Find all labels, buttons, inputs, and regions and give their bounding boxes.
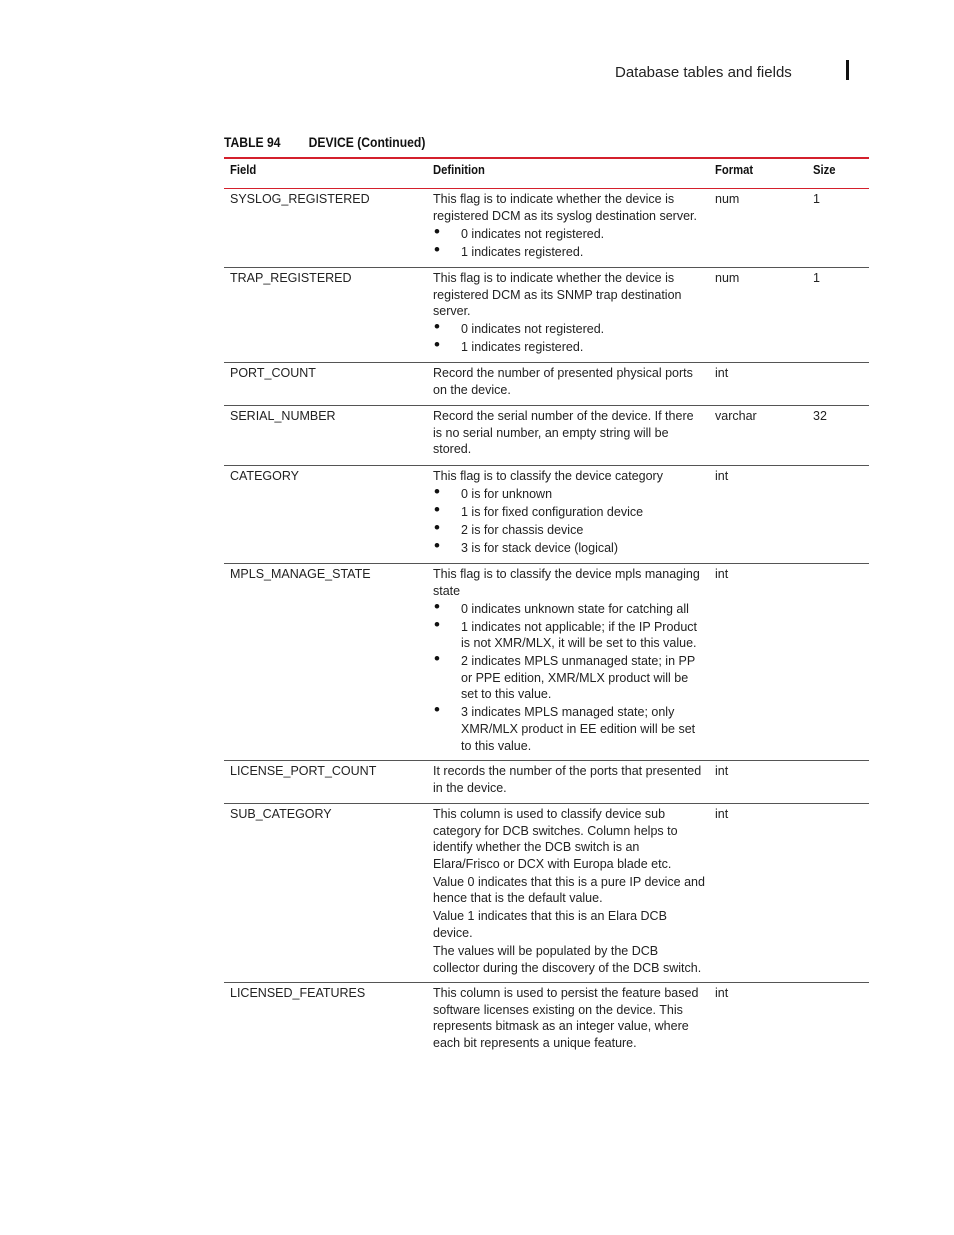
table-row (224, 804, 869, 983)
definition-text: This column is used to persist the feature based software licenses existing on the device. This represents bitmask as an integer value, where each bit represents a unique feature. (433, 986, 699, 1050)
column-header-field: Field (230, 163, 257, 177)
definition-text: Record the number of presented physical ports on the device. (433, 366, 693, 397)
format-cell: num (715, 192, 740, 206)
table-caption (224, 135, 425, 150)
format-cell: int (715, 366, 729, 380)
definition-cell (433, 191, 705, 262)
field-cell: LICENSED_FEATURES (230, 986, 366, 1000)
bullet-list (433, 601, 705, 755)
device-table (224, 157, 869, 1063)
table-row (224, 761, 869, 804)
definition-cell (433, 408, 705, 459)
bullet-item: • 0 indicates not registered. (433, 226, 705, 243)
running-header: Database tables and fields (615, 64, 792, 81)
definition-text: This flag is to indicate whether the device is registered DCM as its SNMP trap destination server. (433, 271, 682, 319)
bullet-item: • 1 indicates not applicable; if the IP Product is not XMR/MLX, it will be set to this value. (433, 619, 705, 652)
bullet-item: • 3 indicates MPLS managed state; only XMR/MLX product in EE edition will be set to this value. (433, 704, 705, 754)
definition-text: Value 0 indicates that this is a pure IP device and hence that is the default value. (433, 874, 705, 906)
format-cell: varchar (715, 409, 757, 423)
size-cell: 1 (813, 271, 820, 285)
definition-text: This flag is to classify the device category (433, 469, 663, 483)
table-title: DEVICE (Continued) (308, 135, 426, 150)
size-cell: 1 (813, 192, 820, 206)
table-header-row (224, 159, 869, 189)
field-cell: LICENSE_PORT_COUNT (230, 764, 377, 778)
table-body (224, 189, 869, 1063)
bullet-item: • 2 indicates MPLS unmanaged state; in PP or PPE edition, XMR/MLX product will be set to this value. (433, 653, 705, 703)
column-header-definition: Definition (433, 163, 485, 177)
definition-cell (433, 806, 705, 978)
table-row (224, 466, 869, 564)
definition-text: Record the serial number of the device. If there is no serial number, an empty string will be stored. (433, 409, 694, 457)
field-cell: TRAP_REGISTERED (230, 271, 352, 285)
format-cell: num (715, 271, 740, 285)
definition-cell (433, 985, 705, 1053)
column-header-format: Format (715, 163, 754, 177)
definition-cell (433, 763, 705, 798)
header-marker-bar (846, 60, 849, 80)
table-row (224, 363, 869, 406)
definition-cell (433, 566, 705, 755)
column-header-size: Size (813, 163, 836, 177)
bullet-item: • 2 is for chassis device (433, 522, 705, 539)
field-cell: PORT_COUNT (230, 366, 316, 380)
table-row (224, 189, 869, 268)
format-cell: int (715, 764, 729, 778)
definition-cell (433, 270, 705, 357)
field-cell: SERIAL_NUMBER (230, 409, 336, 423)
table-number: TABLE 94 (224, 135, 281, 150)
bullet-item: • 1 is for fixed configuration device (433, 504, 705, 521)
field-cell: CATEGORY (230, 469, 299, 483)
bullet-item: • 0 is for unknown (433, 486, 705, 503)
table-row (224, 268, 869, 363)
field-cell: SYSLOG_REGISTERED (230, 192, 370, 206)
bullet-item: • 1 indicates registered. (433, 244, 705, 261)
bullet-item: • 1 indicates registered. (433, 339, 705, 356)
definition-text: Value 1 indicates that this is an Elara DCB device. (433, 909, 667, 940)
table-row (224, 406, 869, 466)
field-cell: SUB_CATEGORY (230, 807, 332, 821)
definition-text: It records the number of the ports that presented in the device. (433, 764, 702, 795)
field-cell: MPLS_MANAGE_STATE (230, 567, 371, 581)
format-cell: int (715, 567, 729, 581)
definition-text: This flag is to classify the device mpls managing state (433, 567, 700, 598)
format-cell: int (715, 469, 729, 483)
bullet-list (433, 226, 705, 261)
bullet-list (433, 486, 705, 557)
format-cell: int (715, 986, 729, 1000)
bullet-list (433, 321, 705, 356)
format-cell: int (715, 807, 729, 821)
definition-cell (433, 468, 705, 558)
table-row (224, 564, 869, 761)
size-cell: 32 (813, 409, 827, 423)
definition-text: This flag is to indicate whether the device is registered DCM as its syslog destination server. (433, 192, 697, 223)
definition-text: This column is used to classify device sub category for DCB switches. Column helps to identify whether the DCB switch is an Elara/Frisco or DCX with Europa blade etc. (433, 807, 678, 871)
bullet-item: • 0 indicates not registered. (433, 321, 705, 338)
table-row (224, 983, 869, 1063)
definition-text: The values will be populated by the DCB collector during the discovery of the DCB switch. (433, 943, 702, 975)
bullet-item: • 3 is for stack device (logical) (433, 540, 705, 557)
bullet-item: • 0 indicates unknown state for catching all (433, 601, 705, 618)
definition-cell (433, 365, 705, 400)
